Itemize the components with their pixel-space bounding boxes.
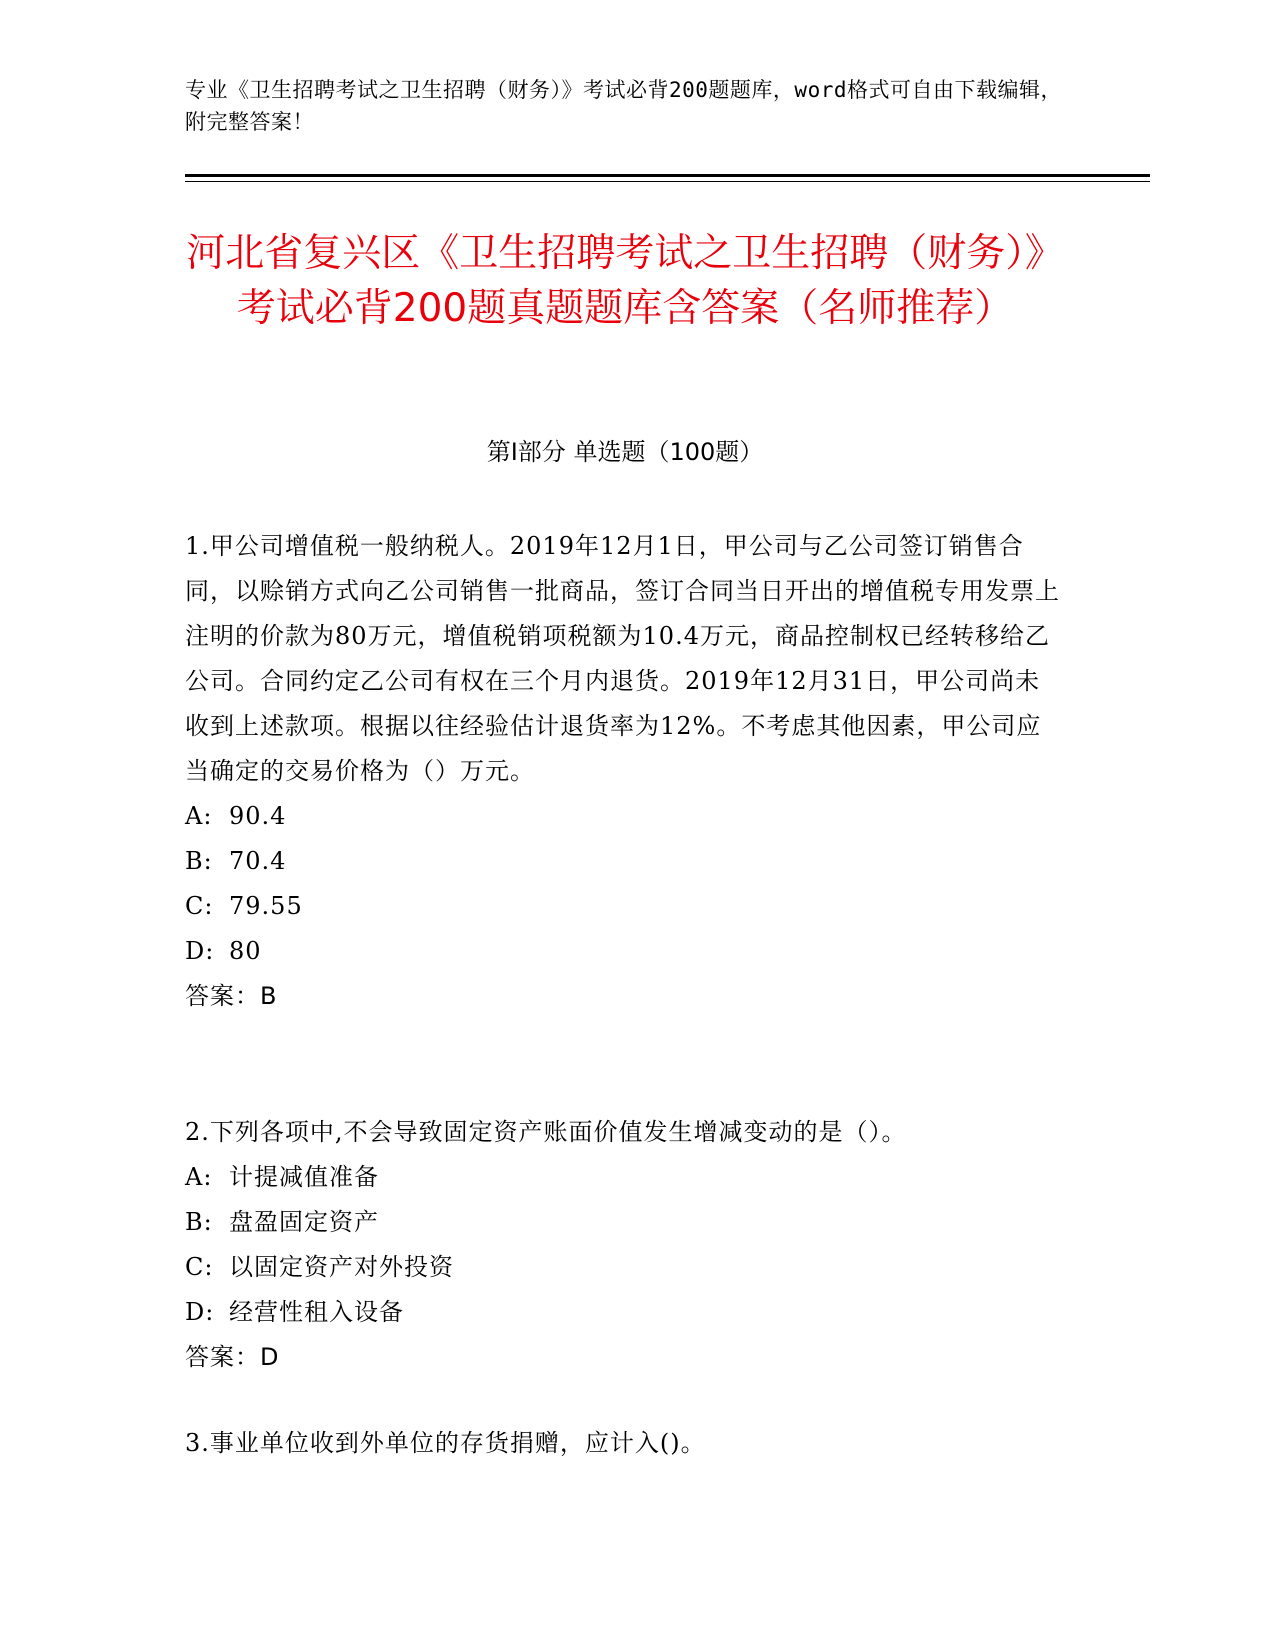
question-3 bbox=[185, 1421, 1065, 1466]
option-text: 70.4 bbox=[229, 847, 287, 875]
option-a bbox=[185, 1155, 1065, 1200]
option-key: A: bbox=[185, 802, 213, 830]
header-rule-thick bbox=[185, 174, 1150, 177]
option-c bbox=[185, 1245, 1065, 1290]
option-b bbox=[185, 839, 1065, 884]
question-stem: 2.下列各项中,不会导致固定资产账面价值发生增减变动的是（）。 bbox=[185, 1118, 907, 1146]
option-a bbox=[185, 794, 1065, 839]
option-d bbox=[185, 1290, 1065, 1335]
option-text: 80 bbox=[229, 937, 262, 965]
option-key: D: bbox=[185, 1298, 215, 1326]
option-text: 盘盈固定资产 bbox=[229, 1208, 379, 1236]
section-heading: 第Ⅰ部分 单选题（100题） bbox=[486, 438, 764, 466]
header-rule-thin bbox=[185, 181, 1150, 182]
question-2 bbox=[185, 1110, 1065, 1380]
option-text: 计提减值准备 bbox=[229, 1163, 379, 1191]
option-key: B: bbox=[185, 847, 213, 875]
option-c bbox=[185, 884, 1065, 929]
option-key: D: bbox=[185, 937, 215, 965]
option-text: 以固定资产对外投资 bbox=[229, 1253, 454, 1281]
question-stem: 1.甲公司增值税一般纳税人。2019年12月1日，甲公司与乙公司签订销售合同，以赊销方式向乙公司销售一批商品，签订合同当日开出的增值税专用发票上注明的价款为80万元，增值税销项税额为10.4万元，商品控制权已经转移给乙公司。合同约定乙公司有权在三个月内退货。2019年12月31日，甲公司尚未收到上述款项。根据以往经验估计退货率为12%。不考虑其他因素，甲公司应当确定的交易价格为（）万元。 bbox=[185, 532, 1060, 785]
option-text: 经营性租入设备 bbox=[229, 1298, 404, 1326]
option-key: A: bbox=[185, 1163, 213, 1191]
header-note: 专业《卫生招聘考试之卫生招聘（财务）》考试必背200题题库，word格式可自由下载编辑，附完整答案！ bbox=[185, 78, 1062, 134]
option-text: 90.4 bbox=[229, 802, 287, 830]
answer-line: 答案：B bbox=[185, 982, 278, 1010]
option-key: C: bbox=[185, 1253, 214, 1281]
answer-line: 答案：D bbox=[185, 1343, 280, 1371]
option-d bbox=[185, 929, 1065, 974]
question-stem: 3.事业单位收到外单位的存货捐赠，应计入()。 bbox=[185, 1429, 706, 1457]
option-key: B: bbox=[185, 1208, 213, 1236]
option-text: 79.55 bbox=[229, 892, 303, 920]
document-title: 河北省复兴区《卫生招聘考试之卫生招聘（财务）》考试必背200题真题题库含答案（名师推荐） bbox=[186, 231, 1064, 331]
question-1 bbox=[185, 524, 1065, 1019]
option-key: C: bbox=[185, 892, 214, 920]
option-b bbox=[185, 1200, 1065, 1245]
